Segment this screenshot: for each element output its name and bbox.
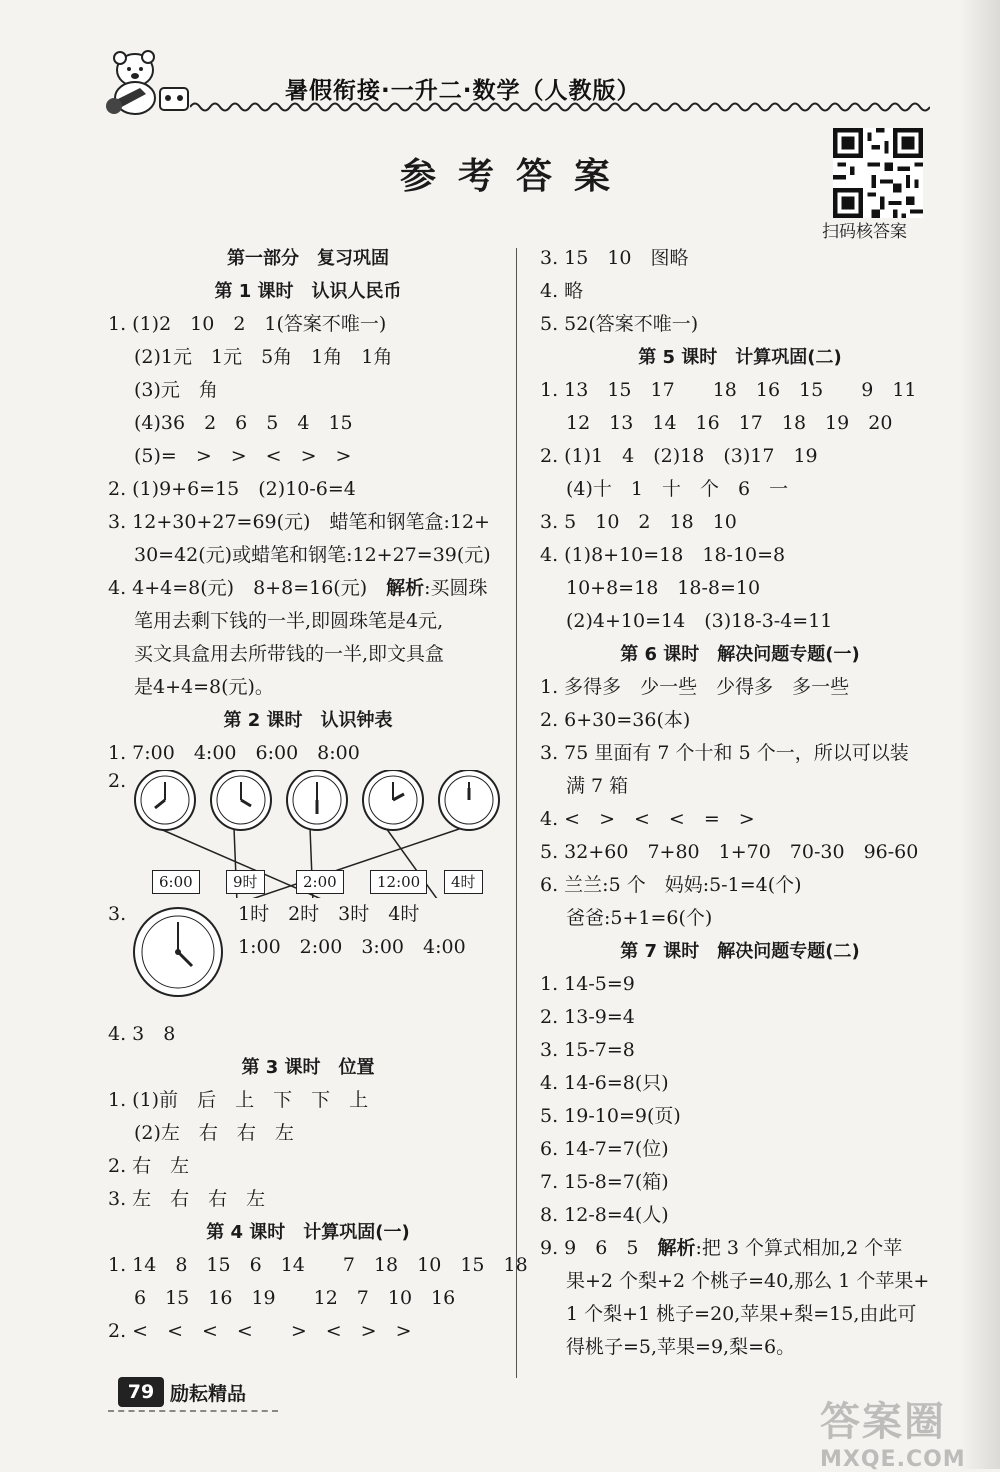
answer-line: 2. 6+30=36(本): [540, 709, 691, 731]
answer-line: 3. 75 里面有 7 个十和 5 个一，所以可以装: [540, 742, 909, 764]
header-title: 暑假衔接·一升二·数学（人教版）: [285, 78, 641, 104]
lesson-heading: 第 4 课时 计算巩固(一): [206, 1222, 410, 1243]
answer-line: 1. (1)前 后 上 下 下 上: [108, 1089, 369, 1111]
answer-line: 30=42(元)或蜡笔和钢笔:12+27=39(元): [134, 544, 491, 566]
qr-code-icon[interactable]: [832, 128, 924, 218]
page-edge-shadow: [960, 0, 1000, 1469]
answer-line: 爸爸:5+1=6(个): [566, 907, 713, 929]
bear-mascot-icon: [100, 48, 200, 118]
answer-line: 6. 14-7=7(位): [540, 1138, 669, 1160]
part-heading: 第一部分 复习巩固: [227, 248, 389, 269]
answer-line: [108, 572, 508, 605]
answer-line: 2. (1)9+6=15 (2)10-6=4: [108, 478, 356, 500]
answer-line: 2. 右 左: [108, 1155, 190, 1177]
answer-line: 10+8=18 18-8=10: [566, 577, 761, 599]
answer-line: 4. 14-6=8(只): [540, 1072, 669, 1094]
watermark-logo-text: 答案圈: [820, 1399, 946, 1445]
answer-line: 1. 14 8 15 6 14 7 18 10 15 18: [108, 1254, 528, 1276]
answer-line: (2)1元 1元 5角 1角 1角: [134, 346, 393, 368]
answer-line: 2. 13-9=4: [540, 1006, 635, 1028]
answer-line: 5. 19-10=9(页): [540, 1105, 681, 1127]
answer-line: [540, 1232, 940, 1265]
time-box: 12:00: [370, 870, 427, 894]
clock-question-3: [108, 898, 508, 1018]
answer-line: 果+2 个梨+2 个桃子=40,那么 1 个苹果+: [566, 1270, 930, 1292]
answer-line: 12 13 14 16 17 18 19 20: [566, 412, 893, 434]
answer-line: 1. 14-5=9: [540, 973, 635, 995]
clock-face-icon: [128, 902, 228, 1002]
site-watermark: [820, 1390, 990, 1472]
right-column: [540, 242, 940, 1364]
answer-line: 买文具盒用去所带钱的一半,即文具盒: [134, 643, 445, 665]
clock-face-icon: [287, 770, 347, 830]
lesson-heading: 第 3 课时 位置: [241, 1057, 375, 1078]
time-box: 6:00: [152, 870, 200, 894]
answer-line: (2)左 右 右 左: [134, 1122, 294, 1144]
lesson-heading: 第 2 课时 认识钟表: [223, 710, 393, 731]
lesson-heading: 第 7 课时 解决问题专题(二): [620, 941, 860, 962]
answer-line: 4. (1)8+10=18 18-10=8: [540, 544, 786, 566]
wavy-divider: [190, 100, 930, 114]
answer-line: 1. 多得多 少一些 少得多 多一些: [540, 676, 850, 698]
answer-line: 满 7 箱: [566, 775, 629, 797]
question-number: 2.: [108, 770, 127, 792]
question-number: 3.: [108, 903, 127, 925]
answer-line: 1 个梨+1 桃子=20,苹果+梨=15,由此可: [566, 1303, 917, 1325]
lesson-heading: 第 1 课时 认识人民币: [214, 281, 402, 302]
answer-text: :把 3 个算式相加,2 个苹: [695, 1237, 903, 1259]
page-number: 79: [118, 1377, 164, 1407]
qr-caption: 扫码核答案: [822, 222, 907, 242]
answer-line: 7. 15-8=7(箱): [540, 1171, 669, 1193]
brand-name: 励耘精品: [170, 1383, 247, 1405]
time-box: 2:00: [296, 870, 344, 894]
clock-face-icon: [439, 770, 499, 830]
answer-line: 1:00 2:00 3:00 4:00: [238, 936, 466, 958]
time-box: 9时: [226, 870, 265, 894]
answer-line: 4. 略: [540, 280, 584, 302]
answer-line: 6 15 16 19 12 7 10 16: [134, 1287, 456, 1309]
footer: [108, 1377, 268, 1407]
answer-text: :买圆珠: [424, 577, 488, 599]
answer-line: 4. 3 8: [108, 1023, 176, 1045]
answer-line: (4)36 2 6 5 4 15: [134, 412, 353, 434]
answer-line: (5)= > > < > >: [134, 445, 352, 467]
clock-face-icon: [211, 770, 271, 830]
clock-answers: [238, 898, 466, 964]
lesson-heading: 第 6 课时 解决问题专题(一): [620, 644, 860, 665]
lesson-heading: 第 5 课时 计算巩固(二): [638, 347, 842, 368]
clock-matching-figure: [108, 770, 508, 898]
answer-line: 3. 12+30+27=69(元) 蜡笔和钢笔盒:12+: [108, 511, 490, 533]
answer-line: 1. 13 15 17 18 16 15 9 11: [540, 379, 917, 401]
answer-line: 笔用去剩下钱的一半,即圆珠笔是4元,: [134, 610, 444, 632]
answer-line: 3. 5 10 2 18 10: [540, 511, 737, 533]
answer-line: 得桃子=5,苹果=9,梨=6。: [566, 1336, 796, 1358]
clock-face-icon: [363, 770, 423, 830]
answer-line: 5. 32+60 7+80 1+70 70-30 96-60: [540, 841, 919, 863]
answer-line: 4. < > < < = >: [540, 808, 755, 830]
answer-line: 6. 兰兰:5 个 妈妈:5-1=4(个): [540, 874, 802, 896]
analysis-label: 解析: [386, 577, 425, 599]
column-divider: [516, 248, 517, 1378]
time-box-row: [148, 870, 508, 894]
answer-text: 9. 9 6 5: [540, 1237, 639, 1259]
answer-line: 1时 2时 3时 4时: [238, 903, 420, 925]
answer-line: 1. (1)2 10 2 1(答案不唯一): [108, 313, 387, 335]
footer-divider: [108, 1410, 278, 1412]
answer-line: (3)元 角: [134, 379, 218, 401]
answer-line: (2)4+10=14 (3)18-3-4=11: [566, 610, 833, 632]
left-column: [108, 242, 528, 1348]
page-title: 参考答案: [400, 156, 633, 197]
answer-line: 5. 52(答案不唯一): [540, 313, 699, 335]
answer-line: 是4+4=8(元)。: [134, 676, 274, 698]
answer-line: 3. 左 右 右 左: [108, 1188, 266, 1210]
time-box: 4时: [444, 870, 483, 894]
answer-line: 3. 15 10 图略: [540, 247, 689, 269]
answer-line: 2. < < < < > < > >: [108, 1320, 412, 1342]
answer-line: 2. (1)1 4 (2)18 (3)17 19: [540, 445, 818, 467]
answer-line: 8. 12-8=4(人): [540, 1204, 669, 1226]
answer-text: 4. 4+4=8(元) 8+8=16(元): [108, 577, 368, 599]
clock-face-icon: [135, 770, 195, 830]
answer-line: (4)十 1 十 个 6 一: [566, 478, 789, 500]
answer-line: 1. 7:00 4:00 6:00 8:00: [108, 742, 360, 764]
analysis-label: 解析: [657, 1237, 696, 1259]
answer-line: 3. 15-7=8: [540, 1039, 635, 1061]
watermark-url: MXQE.COM: [820, 1447, 966, 1472]
